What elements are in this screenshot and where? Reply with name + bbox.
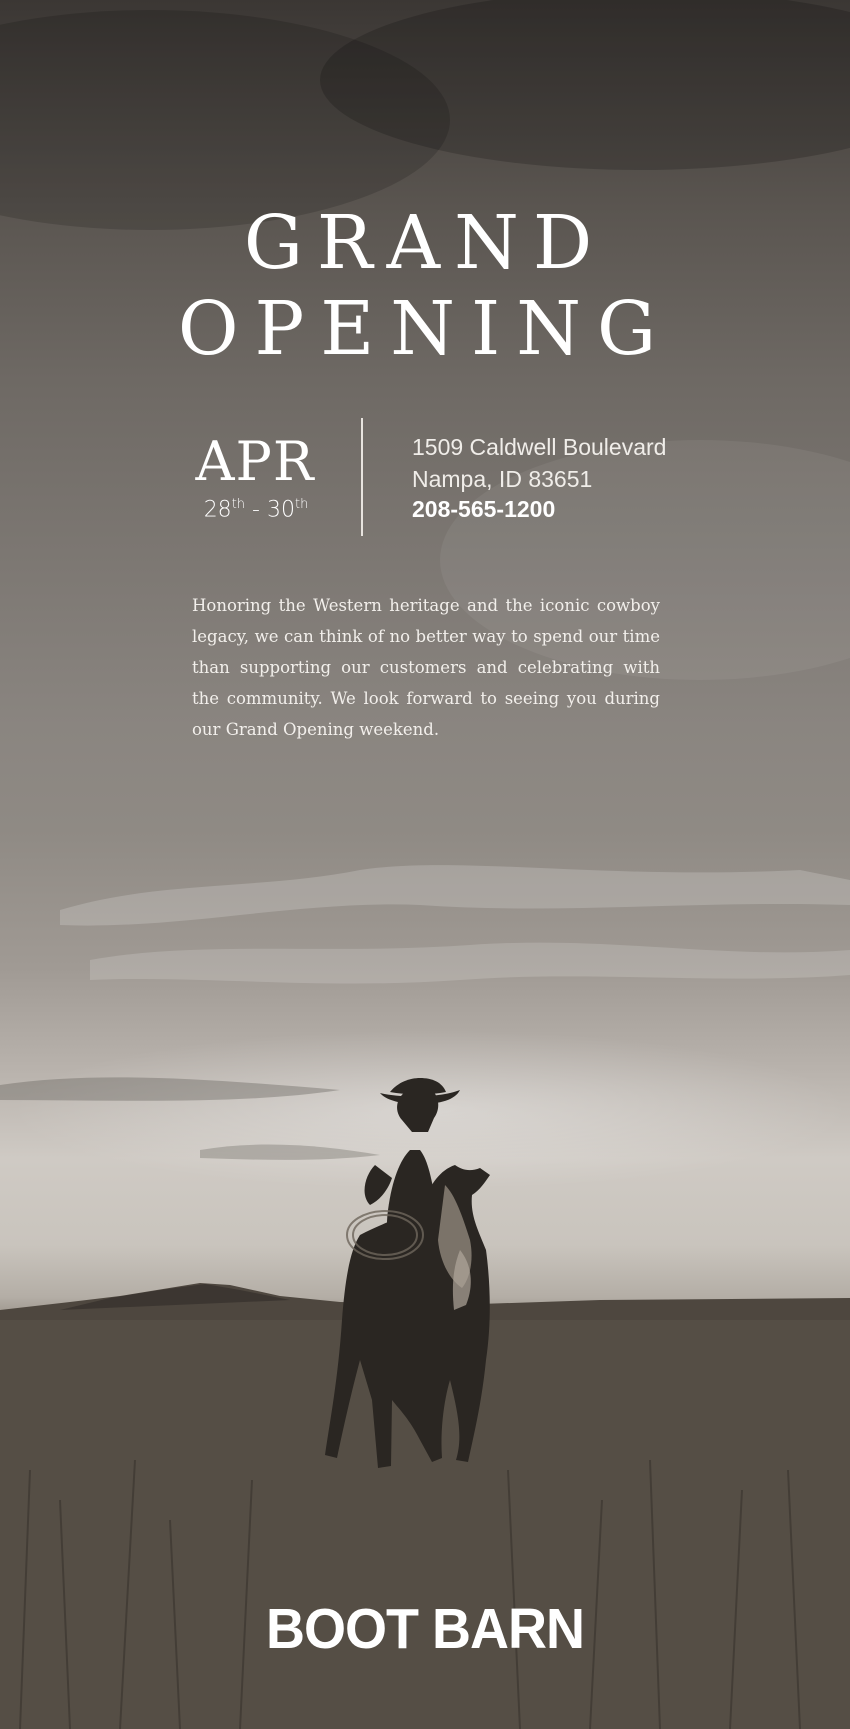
end-suffix: th — [294, 497, 309, 512]
event-dates — [186, 497, 326, 522]
start-suffix: th — [231, 497, 246, 512]
address-street: 1509 Caldwell Boulevard — [412, 434, 667, 460]
event-month: APR — [195, 430, 315, 493]
vertical-divider — [361, 418, 363, 536]
headline-line-1: GRAND — [243, 200, 607, 286]
phone-number[interactable]: 208-565-1200 — [412, 496, 556, 522]
invitation-text: Honoring the Western heritage and the iconic cowboy legacy, we can think of no better way to spend our time than supporting our customers and celebrating with the community. We look forward to seeing you during our Grand Opening weekend. — [192, 596, 660, 739]
start-day: 28 — [203, 497, 232, 523]
end-day: 30 — [266, 497, 295, 523]
address-city: Nampa, ID 83651 — [412, 466, 593, 492]
date-separator: - — [245, 497, 267, 523]
boot-barn-logo: BOOT BARN — [266, 1597, 584, 1661]
headline-line-2: OPENING — [177, 286, 673, 372]
